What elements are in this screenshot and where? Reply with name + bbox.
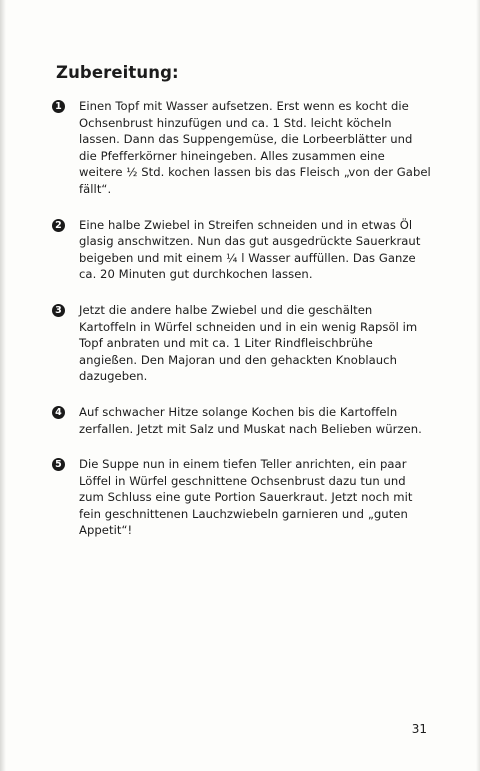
step-number-badge: 4 <box>52 406 65 419</box>
instruction-step <box>52 217 432 283</box>
page-edge-shadow <box>476 0 480 771</box>
instruction-list <box>52 98 432 558</box>
page-number: 31 <box>411 722 427 736</box>
instruction-step <box>52 302 432 385</box>
step-text: Eine halbe Zwiebel in Streifen schneiden und in etwas Öl glasig anschwitzen. Nun das gut ausgedrückte Sauerkraut beigeben und mit einem ¼ l Wasser auffüllen. Das Ganze ca. 20 Minuten gut durchkochen lassen. <box>79 217 421 282</box>
section-heading: Zubereitung: <box>56 63 179 82</box>
step-number-badge: 3 <box>52 304 65 317</box>
step-number-badge: 5 <box>52 458 65 471</box>
step-text: Jetzt die andere halbe Zwiebel und die geschälten Kartoffeln in Würfel schneiden und in ein wenig Rapsöl im Topf anbraten und mit ca. 1 Liter Rindfleischbrühe angießen. Den Majoran und den gehackten Knoblauch dazugeben. <box>79 302 418 384</box>
step-number-badge: 2 <box>52 219 65 232</box>
step-text: Auf schwacher Hitze solange Kochen bis die Kartoffeln zerfallen. Jetzt mit Salz und Muskat nach Belieben würzen. <box>79 404 422 436</box>
instruction-step <box>52 404 432 437</box>
step-number-badge: 1 <box>52 100 65 113</box>
step-text: Einen Topf mit Wasser aufsetzen. Erst wenn es kocht die Ochsenbrust hinzufügen und ca. 1 Std. leicht köcheln lassen. Dann das Suppengemüse, die Lorbeerblätter und die Pfefferkörner hineingeben. Alles zusammen eine weitere ½ Std. kochen lassen bis das Fleisch „von der Gabel fällt“. <box>79 99 431 196</box>
page-spine-shadow <box>0 0 6 771</box>
step-text: Die Suppe nun in einem tiefen Teller anrichten, ein paar Löffel in Würfel geschnittene Ochsenbrust dazu tun und zum Schluss eine gute Portion Sauerkraut. Jetzt noch mit fein geschnittenen Lauchzwiebeln garnieren und „guten Appetit“! <box>79 457 413 538</box>
instruction-step <box>52 98 432 198</box>
instruction-step <box>52 456 432 539</box>
